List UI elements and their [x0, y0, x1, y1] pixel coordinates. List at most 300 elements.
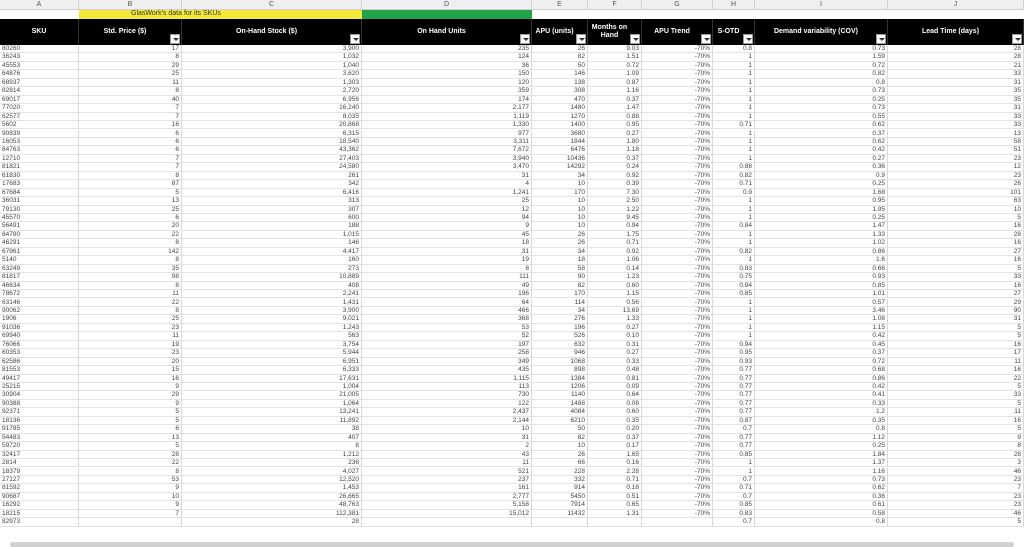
table-cell[interactable]: -70% — [642, 510, 713, 518]
table-cell[interactable]: 90839 — [0, 130, 79, 138]
table-cell[interactable]: 6 — [79, 425, 182, 433]
table-cell[interactable]: 0.77 — [713, 442, 755, 450]
table-cell[interactable]: 11 — [888, 408, 1024, 416]
table-cell[interactable]: 10 — [79, 493, 182, 501]
table-cell[interactable]: 2,437 — [362, 408, 532, 416]
table-cell[interactable]: 8 — [888, 442, 1024, 450]
table-cell[interactable]: 1 — [713, 104, 755, 112]
table-cell[interactable]: 5450 — [532, 493, 588, 501]
table-cell[interactable]: 5 — [79, 417, 182, 425]
table-cell[interactable]: 1.15 — [755, 324, 888, 332]
table-cell[interactable]: 27 — [888, 248, 1024, 256]
table-cell[interactable]: 0.56 — [588, 299, 642, 307]
table-cell[interactable]: 9 — [888, 434, 1024, 442]
table-cell[interactable]: 0.94 — [713, 341, 755, 349]
table-cell[interactable]: 10 — [532, 180, 588, 188]
table-cell[interactable]: 58 — [532, 265, 588, 273]
table-cell[interactable]: 5,944 — [182, 349, 362, 357]
table-cell[interactable]: 0.14 — [588, 265, 642, 273]
table-cell[interactable]: 11 — [79, 332, 182, 340]
table-cell[interactable]: 6,956 — [182, 96, 362, 104]
table-cell[interactable]: 1.59 — [755, 53, 888, 61]
table-cell[interactable]: 36031 — [0, 197, 79, 205]
table-cell[interactable]: 0.48 — [588, 366, 642, 374]
table-cell[interactable]: 1.68 — [755, 189, 888, 197]
table-cell[interactable]: 0.68 — [755, 366, 888, 374]
table-cell[interactable]: 0.62 — [755, 484, 888, 492]
table-cell[interactable]: 23 — [888, 493, 1024, 501]
table-cell[interactable]: 0.33 — [755, 400, 888, 408]
column-letter-D[interactable]: D — [362, 0, 532, 10]
table-cell[interactable] — [532, 518, 588, 526]
table-cell[interactable]: -70% — [642, 130, 713, 138]
table-cell[interactable]: -70% — [642, 265, 713, 273]
table-cell[interactable]: 0.71 — [713, 121, 755, 129]
table-cell[interactable]: 898 — [532, 366, 588, 374]
table-cell[interactable]: 7 — [79, 163, 182, 171]
table-cell[interactable]: 16 — [888, 366, 1024, 374]
table-cell[interactable]: -70% — [642, 408, 713, 416]
table-cell[interactable]: 196 — [532, 324, 588, 332]
table-cell[interactable]: 2.28 — [588, 468, 642, 476]
table-cell[interactable]: 730 — [362, 391, 532, 399]
table-cell[interactable]: 49417 — [0, 375, 79, 383]
table-cell[interactable]: 31 — [888, 104, 1024, 112]
table-cell[interactable]: 0.9 — [713, 189, 755, 197]
table-cell[interactable]: 0.94 — [713, 282, 755, 290]
table-cell[interactable]: 1206 — [532, 383, 588, 391]
table-cell[interactable]: 0.41 — [755, 391, 888, 399]
table-cell[interactable]: 6 — [79, 138, 182, 146]
table-cell[interactable]: 28 — [888, 231, 1024, 239]
table-cell[interactable]: 0.31 — [588, 341, 642, 349]
table-cell[interactable]: 43 — [362, 451, 532, 459]
table-cell[interactable]: 0.33 — [588, 358, 642, 366]
table-cell[interactable]: 1.37 — [755, 459, 888, 467]
table-cell[interactable]: 23 — [888, 476, 1024, 484]
horizontal-scrollbar[interactable] — [10, 542, 1014, 547]
table-cell[interactable]: 0.7 — [713, 518, 755, 526]
table-cell[interactable]: 23 — [888, 155, 1024, 163]
table-cell[interactable]: 1140 — [532, 391, 588, 399]
table-cell[interactable]: 146 — [182, 239, 362, 247]
table-cell[interactable]: 0.27 — [588, 130, 642, 138]
table-cell[interactable]: 45553 — [0, 62, 79, 70]
table-cell[interactable]: -70% — [642, 468, 713, 476]
table-cell[interactable]: 53 — [362, 324, 532, 332]
table-cell[interactable]: 0.17 — [588, 442, 642, 450]
table-cell[interactable]: -70% — [642, 476, 713, 484]
table-cell[interactable]: 28 — [888, 45, 1024, 53]
table-cell[interactable]: 82 — [532, 434, 588, 442]
table-cell[interactable]: 10 — [532, 197, 588, 205]
table-cell[interactable]: -70% — [642, 231, 713, 239]
table-cell[interactable]: 0.93 — [755, 273, 888, 281]
table-cell[interactable]: 1.33 — [588, 315, 642, 323]
table-cell[interactable]: 2,720 — [182, 87, 362, 95]
table-cell[interactable]: 24,580 — [182, 163, 362, 171]
table-cell[interactable]: 81592 — [0, 484, 79, 492]
table-cell[interactable]: 1 — [713, 231, 755, 239]
table-cell[interactable]: 11432 — [532, 510, 588, 518]
table-cell[interactable]: 0.35 — [755, 417, 888, 425]
table-cell[interactable]: 36243 — [0, 53, 79, 61]
table-cell[interactable]: 36 — [362, 62, 532, 70]
table-cell[interactable]: 56491 — [0, 222, 79, 230]
table-cell[interactable]: 0.57 — [755, 299, 888, 307]
table-cell[interactable]: 17,631 — [182, 375, 362, 383]
table-cell[interactable]: 1.65 — [588, 451, 642, 459]
filter-dropdown-icon[interactable] — [701, 34, 711, 44]
table-cell[interactable]: 15,012 — [362, 510, 532, 518]
table-cell[interactable]: 82 — [532, 53, 588, 61]
table-cell[interactable]: 38 — [182, 425, 362, 433]
table-cell[interactable]: 27127 — [0, 476, 79, 484]
table-cell[interactable]: 359 — [362, 87, 532, 95]
table-cell[interactable]: 1 — [713, 146, 755, 154]
table-cell[interactable]: 61830 — [0, 172, 79, 180]
table-cell[interactable]: 90062 — [0, 307, 79, 315]
table-cell[interactable]: 31 — [888, 315, 1024, 323]
table-cell[interactable]: 82 — [532, 282, 588, 290]
table-cell[interactable]: 0.25 — [755, 214, 888, 222]
column-letter-E[interactable]: E — [532, 0, 588, 10]
table-cell[interactable]: 0.25 — [755, 442, 888, 450]
table-cell[interactable]: 0.71 — [588, 239, 642, 247]
table-cell[interactable]: 13.69 — [588, 307, 642, 315]
table-cell[interactable]: 0.27 — [755, 155, 888, 163]
table-cell[interactable]: 46291 — [0, 239, 79, 247]
table-cell[interactable]: 1 — [713, 206, 755, 214]
table-cell[interactable]: 67961 — [0, 248, 79, 256]
table-cell[interactable]: 1 — [713, 214, 755, 222]
filter-dropdown-icon[interactable] — [876, 34, 886, 44]
table-cell[interactable]: 20 — [79, 222, 182, 230]
table-cell[interactable]: 23 — [888, 501, 1024, 509]
table-cell[interactable]: 20 — [79, 358, 182, 366]
table-cell[interactable]: 342 — [182, 180, 362, 188]
table-cell[interactable]: 1 — [713, 307, 755, 315]
table-cell[interactable]: 235 — [362, 45, 532, 53]
table-cell[interactable]: 521 — [362, 468, 532, 476]
table-cell[interactable]: 5 — [79, 408, 182, 416]
table-cell[interactable]: 1 — [713, 332, 755, 340]
table-cell[interactable]: 0.85 — [713, 451, 755, 459]
table-cell[interactable]: 261 — [182, 172, 362, 180]
table-cell[interactable]: 1.84 — [755, 451, 888, 459]
table-cell[interactable]: 3,900 — [182, 307, 362, 315]
table-cell[interactable]: 4,027 — [182, 468, 362, 476]
table-cell[interactable]: 63146 — [0, 299, 79, 307]
table-cell[interactable]: 58 — [888, 138, 1024, 146]
table-cell[interactable]: 0.60 — [588, 408, 642, 416]
table-cell[interactable]: 80260 — [0, 45, 79, 53]
table-cell[interactable]: 50 — [532, 425, 588, 433]
table-cell[interactable]: 35 — [79, 265, 182, 273]
table-cell[interactable]: 112,381 — [182, 510, 362, 518]
table-cell[interactable]: 0.25 — [755, 180, 888, 188]
table-cell[interactable]: 43,362 — [182, 146, 362, 154]
table-cell[interactable]: -70% — [642, 53, 713, 61]
table-cell[interactable]: 977 — [362, 130, 532, 138]
table-cell[interactable]: 1,243 — [182, 324, 362, 332]
table-cell[interactable]: 5 — [888, 324, 1024, 332]
table-cell[interactable]: 0.77 — [713, 408, 755, 416]
column-letter-C[interactable]: C — [182, 0, 362, 10]
table-cell[interactable]: -70% — [642, 146, 713, 154]
table-cell[interactable]: 0.37 — [588, 96, 642, 104]
table-cell[interactable]: 8 — [362, 265, 532, 273]
table-cell[interactable]: 18136 — [0, 417, 79, 425]
table-cell[interactable]: 81817 — [0, 273, 79, 281]
table-cell[interactable]: 16 — [79, 375, 182, 383]
table-cell[interactable]: -70% — [642, 434, 713, 442]
table-cell[interactable]: 0.58 — [755, 510, 888, 518]
table-cell[interactable]: 46 — [888, 510, 1024, 518]
table-cell[interactable]: -70% — [642, 425, 713, 433]
table-cell[interactable]: 1 — [713, 155, 755, 163]
table-cell[interactable]: 0.7 — [713, 476, 755, 484]
table-cell[interactable]: 64876 — [0, 70, 79, 78]
table-cell[interactable]: 632 — [532, 341, 588, 349]
table-cell[interactable]: 1,241 — [362, 189, 532, 197]
table-cell[interactable]: 90687 — [0, 493, 79, 501]
table-cell[interactable]: -70% — [642, 62, 713, 70]
table-cell[interactable]: -70% — [642, 358, 713, 366]
table-cell[interactable]: -70% — [642, 273, 713, 281]
table-cell[interactable]: 63 — [888, 197, 1024, 205]
table-cell[interactable] — [642, 518, 713, 526]
table-cell[interactable]: 368 — [362, 315, 532, 323]
table-cell[interactable]: 3 — [888, 459, 1024, 467]
table-cell[interactable]: 1400 — [532, 121, 588, 129]
table-cell[interactable]: 101 — [888, 189, 1024, 197]
table-cell[interactable]: 1.16 — [588, 87, 642, 95]
table-cell[interactable]: 1,431 — [182, 299, 362, 307]
table-cell[interactable]: 54483 — [0, 434, 79, 442]
table-cell[interactable]: 10 — [532, 206, 588, 214]
table-cell[interactable]: 273 — [182, 265, 362, 273]
table-cell[interactable]: 7 — [79, 510, 182, 518]
table-cell[interactable]: 62586 — [0, 358, 79, 366]
table-cell[interactable]: 7,672 — [362, 146, 532, 154]
table-cell[interactable]: 0.84 — [713, 222, 755, 230]
table-cell[interactable]: 1,004 — [182, 383, 362, 391]
table-cell[interactable]: 0.8 — [713, 45, 755, 53]
table-cell[interactable]: 0.62 — [755, 138, 888, 146]
table-cell[interactable]: -70% — [642, 239, 713, 247]
table-cell[interactable]: -70% — [642, 383, 713, 391]
table-cell[interactable]: 21 — [888, 62, 1024, 70]
table-cell[interactable]: -70% — [642, 349, 713, 357]
table-cell[interactable]: 1.06 — [588, 256, 642, 264]
column-letter-J[interactable]: J — [888, 0, 1024, 10]
table-cell[interactable]: 23 — [79, 349, 182, 357]
table-cell[interactable]: 16 — [888, 341, 1024, 349]
table-cell[interactable]: 7 — [79, 155, 182, 163]
table-cell[interactable]: 4084 — [532, 408, 588, 416]
table-cell[interactable]: -70% — [642, 315, 713, 323]
table-cell[interactable]: 35 — [888, 87, 1024, 95]
table-cell[interactable]: 0.85 — [755, 282, 888, 290]
table-cell[interactable]: -70% — [642, 451, 713, 459]
table-cell[interactable]: 46 — [888, 468, 1024, 476]
filter-dropdown-icon[interactable] — [1012, 34, 1022, 44]
table-cell[interactable]: 10 — [532, 214, 588, 222]
table-cell[interactable]: 4 — [362, 180, 532, 188]
table-cell[interactable]: -70% — [642, 206, 713, 214]
table-cell[interactable]: 2,177 — [362, 104, 532, 112]
table-cell[interactable]: 51 — [888, 146, 1024, 154]
table-cell[interactable]: 138 — [532, 79, 588, 87]
table-cell[interactable]: -70% — [642, 484, 713, 492]
table-cell[interactable]: 0.45 — [755, 341, 888, 349]
table-cell[interactable]: 12,520 — [182, 476, 362, 484]
table-cell[interactable]: 12 — [362, 206, 532, 214]
table-cell[interactable]: 26 — [888, 180, 1024, 188]
table-cell[interactable]: 1488 — [532, 400, 588, 408]
table-cell[interactable]: 1,064 — [182, 400, 362, 408]
table-cell[interactable]: 66 — [532, 459, 588, 467]
table-cell[interactable]: 31 — [888, 79, 1024, 87]
table-cell[interactable]: 22 — [79, 459, 182, 467]
table-cell[interactable]: -70% — [642, 400, 713, 408]
table-cell[interactable]: 5 — [888, 383, 1024, 391]
table-cell[interactable]: 1.08 — [755, 315, 888, 323]
table-cell[interactable]: 114 — [532, 299, 588, 307]
table-cell[interactable]: 28 — [888, 451, 1024, 459]
table-cell[interactable]: 1,303 — [182, 79, 362, 87]
table-cell[interactable]: 0.73 — [755, 104, 888, 112]
table-cell[interactable]: 0.86 — [755, 375, 888, 383]
table-cell[interactable]: 466 — [362, 307, 532, 315]
table-cell[interactable]: 92371 — [0, 408, 79, 416]
table-cell[interactable]: 11,892 — [182, 417, 362, 425]
table-cell[interactable]: 332 — [532, 476, 588, 484]
table-cell[interactable]: 2.50 — [588, 197, 642, 205]
table-cell[interactable]: -70% — [642, 324, 713, 332]
column-letter-I[interactable]: I — [755, 0, 888, 10]
table-cell[interactable]: 17 — [888, 349, 1024, 357]
table-cell[interactable]: 196 — [362, 290, 532, 298]
table-cell[interactable]: 10 — [532, 442, 588, 450]
table-cell[interactable]: 7 — [79, 113, 182, 121]
table-cell[interactable]: 0.37 — [755, 349, 888, 357]
table-cell[interactable]: 160 — [182, 256, 362, 264]
table-cell[interactable]: 0.95 — [588, 121, 642, 129]
table-cell[interactable]: 2814 — [0, 459, 79, 467]
column-letter-F[interactable]: F — [588, 0, 642, 10]
table-cell[interactable]: 8 — [79, 468, 182, 476]
table-cell[interactable]: 1.80 — [588, 138, 642, 146]
table-cell[interactable]: 90 — [532, 273, 588, 281]
filter-dropdown-icon[interactable] — [170, 34, 180, 44]
table-cell[interactable]: 1.12 — [755, 434, 888, 442]
table-cell[interactable]: 197 — [362, 341, 532, 349]
table-cell[interactable]: 1.09 — [588, 70, 642, 78]
table-cell[interactable]: 1 — [713, 299, 755, 307]
table-cell[interactable]: 1.95 — [755, 206, 888, 214]
table-cell[interactable]: 946 — [532, 349, 588, 357]
table-cell[interactable]: 174 — [362, 96, 532, 104]
table-cell[interactable]: -70% — [642, 214, 713, 222]
table-cell[interactable]: 1,212 — [182, 451, 362, 459]
table-cell[interactable]: 11 — [362, 459, 532, 467]
table-cell[interactable]: -70% — [642, 222, 713, 230]
table-cell[interactable]: 0.87 — [713, 417, 755, 425]
table-cell[interactable]: 52 — [362, 332, 532, 340]
table-cell[interactable]: 91785 — [0, 425, 79, 433]
table-cell[interactable]: 27,403 — [182, 155, 362, 163]
table-cell[interactable]: 0.42 — [755, 383, 888, 391]
table-cell[interactable]: -70% — [642, 290, 713, 298]
table-cell[interactable]: 9.45 — [588, 214, 642, 222]
table-cell[interactable]: 10 — [362, 425, 532, 433]
table-cell[interactable]: 0.24 — [588, 163, 642, 171]
table-cell[interactable]: 33 — [888, 273, 1024, 281]
table-cell[interactable]: 0.93 — [713, 358, 755, 366]
table-cell[interactable]: 13 — [888, 130, 1024, 138]
table-cell[interactable]: 3.46 — [755, 307, 888, 315]
table-cell[interactable]: 23 — [79, 324, 182, 332]
table-cell[interactable]: 18,540 — [182, 138, 362, 146]
table-cell[interactable]: 313 — [182, 197, 362, 205]
table-cell[interactable]: 0.77 — [713, 366, 755, 374]
table-cell[interactable]: 2,777 — [362, 493, 532, 501]
table-cell[interactable]: 170 — [532, 189, 588, 197]
table-cell[interactable]: 124 — [362, 53, 532, 61]
table-cell[interactable]: 600 — [182, 214, 362, 222]
table-cell[interactable]: 1.22 — [588, 206, 642, 214]
table-cell[interactable]: 12 — [888, 163, 1024, 171]
table-cell[interactable]: 0.72 — [755, 62, 888, 70]
table-cell[interactable]: 237 — [362, 476, 532, 484]
table-cell[interactable]: 64 — [362, 299, 532, 307]
table-cell[interactable]: 81821 — [0, 163, 79, 171]
table-cell[interactable]: 90388 — [0, 400, 79, 408]
table-cell[interactable]: 84780 — [0, 231, 79, 239]
table-cell[interactable]: 0.55 — [755, 113, 888, 121]
table-cell[interactable]: 45 — [362, 231, 532, 239]
table-cell[interactable]: 18215 — [0, 510, 79, 518]
table-cell[interactable]: 69017 — [0, 96, 79, 104]
table-cell[interactable]: 19 — [362, 256, 532, 264]
table-cell[interactable]: 0.08 — [588, 400, 642, 408]
table-cell[interactable]: 16053 — [0, 138, 79, 146]
table-cell[interactable]: 0.75 — [713, 273, 755, 281]
table-cell[interactable]: 0.37 — [588, 434, 642, 442]
table-cell[interactable]: 8 — [182, 442, 362, 450]
table-cell[interactable]: 87 — [79, 180, 182, 188]
table-cell[interactable]: 8 — [79, 239, 182, 247]
table-cell[interactable]: 1906 — [0, 315, 79, 323]
table-cell[interactable]: 0.10 — [588, 332, 642, 340]
table-cell[interactable]: -70% — [642, 87, 713, 95]
table-cell[interactable]: 11 — [79, 79, 182, 87]
table-cell[interactable]: 25215 — [0, 383, 79, 391]
table-cell[interactable]: 40 — [79, 96, 182, 104]
table-cell[interactable]: -70% — [642, 307, 713, 315]
table-cell[interactable]: 6,416 — [182, 189, 362, 197]
table-cell[interactable]: 5 — [888, 332, 1024, 340]
table-cell[interactable]: 9 — [79, 484, 182, 492]
table-cell[interactable]: -70% — [642, 79, 713, 87]
table-cell[interactable]: 6210 — [532, 417, 588, 425]
table-cell[interactable]: 435 — [362, 366, 532, 374]
table-cell[interactable]: -70% — [642, 180, 713, 188]
table-cell[interactable]: 14292 — [532, 163, 588, 171]
table-cell[interactable]: 0.20 — [588, 425, 642, 433]
